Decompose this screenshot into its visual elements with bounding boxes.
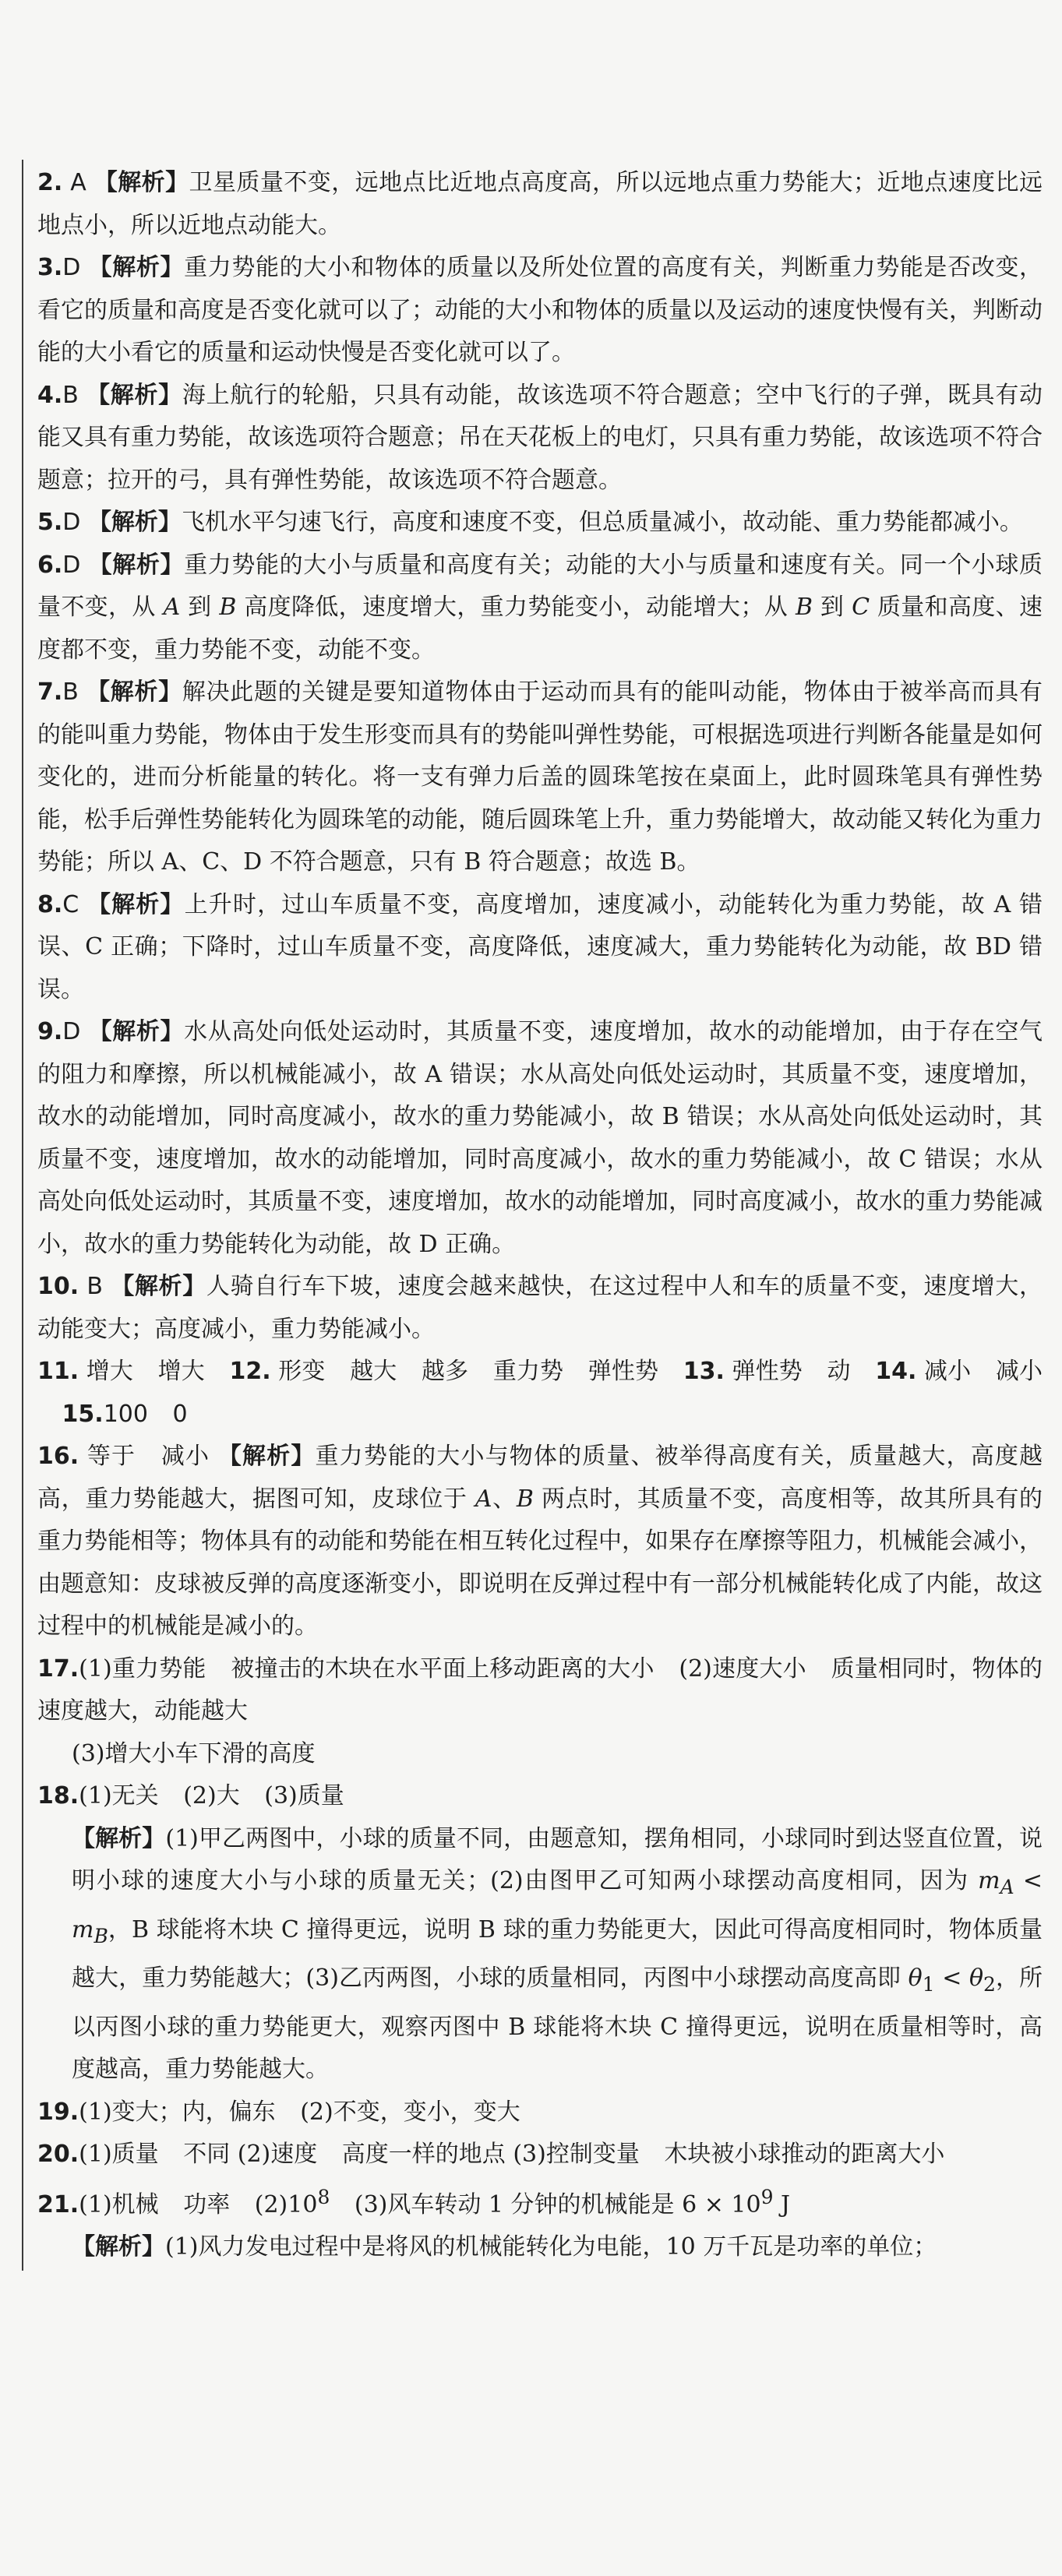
analysis-tag: 【解析】 [93,169,189,196]
blank-answer: 变大；内，偏东 [111,2098,276,2126]
answer-item-5 [37,502,1043,544]
analysis-tag: 【解析】 [86,381,182,409]
analysis-text: 重力势能的大小与物体的质量、被举得高度有关，质量越大，高度越高，重力势能越大，据图可知，皮球位于 [37,1443,1043,1513]
choice-answer: D [62,254,81,281]
analysis-tag: 【解析】 [86,890,185,918]
blank-answer: 增大小车下滑的高度 [104,1739,316,1767]
analysis-text: 重力势能的大小与质量和高度有关；动能的大小与质量和速度有关。同一个小球质量不变，从 [37,551,1043,621]
analysis-text: 质量和高度、速度都不变，重力势能不变，动能不变。 [37,594,1043,664]
question-number: 17. [37,1654,79,1683]
math-subscript: B [93,1924,108,1947]
math-subscript: 2 [983,1973,996,1996]
choice-answer: B [62,381,79,409]
question-number: 8. [37,890,63,918]
question-number: 16. [37,1443,79,1470]
blank-answer: 功率 [183,2190,231,2218]
answer-item-2 [37,162,1043,247]
question-number: 7. [37,678,63,706]
point-label: A [163,594,181,621]
choice-answer: A [70,169,86,196]
answer-item-10 [37,1266,1043,1351]
choice-answer: B [62,678,79,706]
analysis-text: 到 [813,594,852,621]
blank-answer: 风车转动 1 分钟的机械能是 6 × 10 [387,2190,761,2218]
blank-answer: 动 [827,1358,851,1385]
blank-answer: 控制变量 [545,2141,640,2168]
answer-item-3 [37,247,1043,375]
math-symbol: θ [908,1965,923,1992]
question-number: 12. [229,1358,271,1385]
question-number: 19. [37,2098,79,2126]
question-number: 21. [37,2190,79,2218]
blank-answer: 弹性势 [732,1358,803,1385]
left-margin-rule [22,160,23,2271]
blank-answer: 增大 [157,1358,205,1385]
part-label: (3) [354,2190,388,2218]
math-symbol: m [978,1867,1000,1894]
analysis-tag: 【解析】 [88,551,185,579]
question-number: 15. [62,1400,104,1428]
part-label: (3) [264,1782,298,1810]
point-label: C [852,594,870,621]
exponent: 9 [760,2185,774,2208]
part-label: (1) [79,2141,112,2168]
question-number: 10. [37,1273,79,1300]
part-label: (2) [237,2141,271,2168]
point-label: B [219,594,237,621]
question-number: 18. [37,1782,79,1810]
question-number: 3. [37,254,63,281]
analysis-tag: 【解析】 [87,509,182,536]
math-operator: < [1014,1867,1043,1894]
analysis-text: 、 [492,1485,517,1513]
blank-answer: 重力势能 [111,1654,206,1683]
blank-answer: 大 [216,1782,240,1810]
analysis-tag: 【解析】 [88,254,185,281]
question-number: 5. [37,509,63,536]
part-label: (1) [79,2190,112,2218]
blank-answer: 速度 [270,2141,318,2168]
blank-answer: 不变，变小，变大 [333,2098,520,2126]
math-symbol: θ [969,1965,984,1992]
analysis-text: (1)风力发电过程中是将风的机械能转化为电能，10 万千瓦是功率的单位； [165,2233,937,2261]
question-number: 4. [37,381,63,409]
blank-answer: 越多 [421,1358,469,1385]
answer-item-21 [37,2176,1043,2269]
choice-answer: D [62,551,81,579]
blank-answer: 木块被小球推动的距离大小 [664,2141,945,2168]
blank-answer: 100 [103,1400,148,1428]
answer-content [37,162,1043,2269]
exponent: 8 [317,2185,330,2208]
analysis-text: 海上航行的轮船，只具有动能，故该选项不符合题意；空中飞行的子弹，既具有动能又具有重力势能，故该选项符合题意；吊在天花板上的电灯，只具有重力势能，故该选项不符合题意；拉开的弓，具有弹性势能，故该选项不符合题意。 [37,381,1043,494]
point-label: B [795,594,813,621]
analysis-text: 解决此题的关键是要知道物体由于运动而具有的能叫动能，物体由于被举高而具有的能叫重力势能，物体由于发生形变而具有的势能叫弹性势能，可根据选项进行判断各能量是如何变化的，进而分析能量的转化。将一支有弹力后盖的圆珠笔按在桌面上，此时圆珠笔具有弹性势能，松手后弹性势能转化为圆珠笔的动能，随后圆珠笔上升，重力势能增大，故动能又转化为重力势能；所以 A、C、D 不符合题意，只有 B 符合题意；故选 B。 [37,678,1043,876]
point-label: B [516,1485,534,1513]
question-number: 9. [37,1018,63,1045]
answer-item-18 [37,1775,1043,2091]
choice-answer: D [62,1018,81,1045]
blank-answer: 弹性势 [587,1358,659,1385]
analysis-tag: 【解析】 [86,678,182,706]
answer-items-11-15 [37,1351,1043,1436]
point-label: A [475,1485,492,1513]
blank-answer: 不同 [183,2141,231,2168]
analysis-text: ，B 球能将木块 C 撞得更远，说明 B 球的重力势能更大，因此可得高度相同时，物体质量越大，重力势能越大；(3)乙丙两图，小球的质量相同，丙图中小球摆动高度高即 [72,1915,1043,1992]
analysis-text: 上升时，过山车质量不变，高度增加，速度减小，动能转化为重力势能，故 A 错误、C 正确；下降时，过山车质量不变，高度降低，速度减大，重力势能转化为动能，故 BD 错误。 [37,890,1043,1003]
unit: J [773,2190,791,2218]
part-label: (2) [183,1782,217,1810]
part-label: (3) [72,1739,105,1767]
math-subscript: 1 [922,1973,935,1996]
blank-answer: 质量相同时，物体的速度越大，动能越大 [37,1654,1043,1725]
analysis-text: 水从高处向低处运动时，其质量不变，速度增加，故水的动能增加，由于存在空气的阻力和摩擦，所以机械能减小，故 A 错误；水从高处向低处运动时，其质量不变，速度增加，故水的动能增加，同时高度减小，故水的重力势能减小，故 B 错误；水从高处向低处运动时，其质量不变，速度增加，故水的动能增加，同时高度减小，故水的重力势能减小，故 C 错误；水从高处向低处运动时，其质量不变，速度增加，故水的动能增加，同时高度减小，故水的重力势能减小，故水的重力势能转化为动能，故 D 正确。 [37,1018,1043,1258]
question-number: 11. [37,1358,79,1385]
analysis-text: 飞机水平匀速飞行，高度和速度不变，但总质量减小，故动能、重力势能都减小。 [181,509,1023,536]
blank-answer: 等于 [86,1443,136,1470]
math-subscript: A [1000,1876,1014,1898]
math-symbol: m [72,1915,94,1943]
blank-answer: 增大 [86,1358,133,1385]
part-label: (2) [679,1654,712,1683]
question-number: 14. [875,1358,917,1385]
answer-subline [37,2226,1043,2269]
analysis-tag: 【解析】 [88,1018,185,1045]
blank-answer: 减小 [995,1358,1043,1385]
answer-item-4 [37,375,1043,502]
blank-answer: 10 [288,2190,318,2218]
answer-item-8 [37,884,1043,1012]
part-label: (1) [79,1654,112,1683]
blank-answer: 被撞击的木块在水平面上移动距离的大小 [231,1654,654,1683]
part-label: (3) [513,2141,546,2168]
answer-subline [37,1818,1043,2091]
blank-answer: 减小 [161,1443,210,1470]
blank-answer: 质量 [111,2141,159,2168]
analysis-text: 高度降低，速度增大，重力势能变小，动能增大；从 [236,594,796,621]
question-number: 6. [37,551,63,579]
blank-answer: 减小 [924,1358,972,1385]
blank-answer: 高度一样的地点 [341,2141,506,2168]
part-label: (1) [79,1782,112,1810]
analysis-tag: 【解析】 [72,2233,165,2261]
blank-answer: 形变 [278,1358,326,1385]
blank-answer: 重力势 [492,1358,564,1385]
analysis-text: ，所以丙图小球的重力势能更大，观察丙图中 B 球能将木块 C 撞得更远，说明在质量相等时，高度越高，重力势能越大。 [72,1965,1043,2083]
analysis-tag: 【解析】 [217,1443,316,1470]
part-label: (2) [300,2098,333,2126]
blank-answer: 机械 [111,2190,159,2218]
analysis-text: 人骑自行车下坡，速度会越来越快，在这过程中人和车的质量不变，速度增大，动能变大；高度减小，重力势能减小。 [37,1273,1043,1343]
answer-item-20 [37,2134,1043,2176]
answer-item-7 [37,671,1043,884]
analysis-tag: 【解析】 [72,1824,166,1852]
choice-answer: C [62,890,79,918]
analysis-text: 两点时，其质量不变，高度相等，故其所具有的 重力势能相等；物体具有的动能和势能在相互转化过程中，如果存在摩擦等阻力，机械能会减小，由题意知：皮球被反弹的高度逐渐变小，即说明在反弹过程中有一部分机械能转化成了内能，故这过程中的机械能是减小的。 [37,1485,1043,1640]
blank-answer: 速度大小 [711,1654,806,1683]
blank-answer: 越大 [350,1358,397,1385]
blank-answer: 0 [172,1400,188,1428]
analysis-tag: 【解析】 [111,1273,206,1300]
analysis-text: 卫星质量不变，远地点比近地点高度高，所以远地点重力势能大；近地点速度比远地点小，所以近地点动能大。 [37,169,1043,239]
answer-item-17 [37,1648,1043,1776]
math-operator: < [934,1965,969,1992]
question-number: 13. [683,1358,725,1385]
question-number: 20. [37,2141,79,2168]
analysis-text: 到 [180,594,220,621]
answer-item-19 [37,2091,1043,2134]
answer-item-16 [37,1436,1043,1648]
answer-subline [37,1733,1043,1776]
choice-answer: D [62,509,81,536]
part-label: (2) [254,2190,288,2218]
answer-item-6 [37,544,1043,672]
answer-item-9 [37,1011,1043,1266]
blank-answer: 质量 [297,1782,344,1810]
question-number: 2. [37,169,63,196]
analysis-text: 重力势能的大小和物体的质量以及所处位置的高度有关，判断重力势能是否改变，看它的质量和高度是否变化就可以了；动能的大小和物体的质量以及运动的速度快慢有关，判断动能的大小看它的质量和运动快慢是否变化就可以了。 [37,254,1043,366]
choice-answer: B [86,1273,103,1300]
analysis-text: (1)甲乙两图中，小球的质量不同，由题意知，摆角相同，小球同时到达竖直位置，说明小球的速度大小与小球的质量无关；(2)由图甲乙可知两小球摆动高度相同，因为 [72,1824,1043,1894]
blank-answer: 无关 [111,1782,159,1810]
part-label: (1) [79,2098,112,2126]
